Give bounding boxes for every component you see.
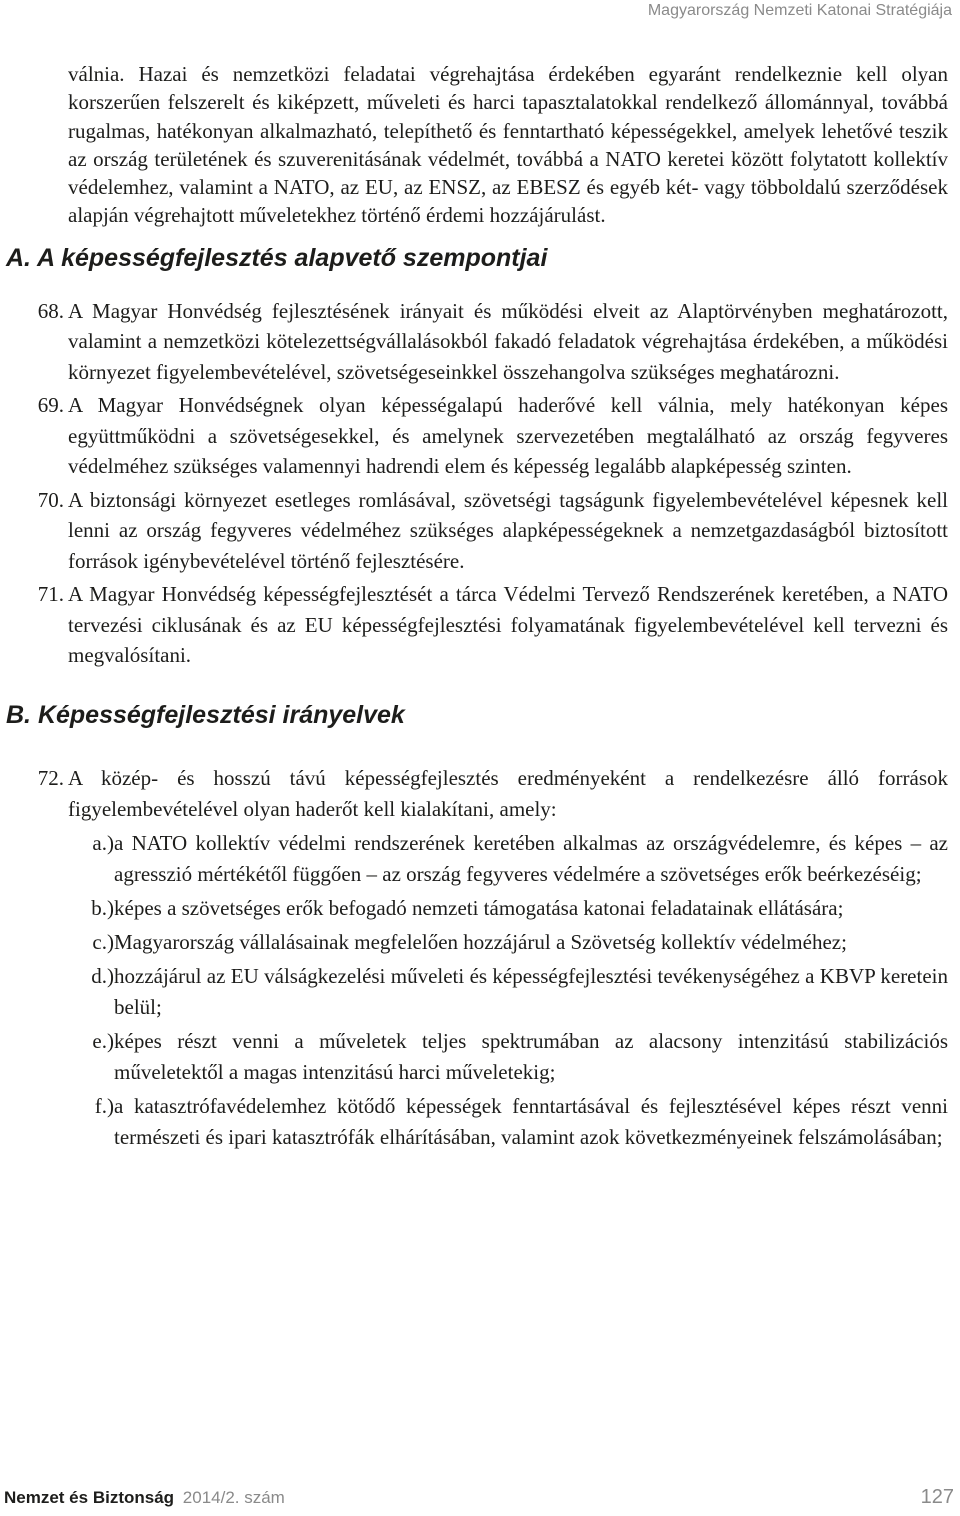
sub-list — [68, 828, 948, 1153]
intro-paragraph: válnia. Hazai és nemzetközi feladatai végrehajtása érdekében egyaránt rendelkeznie kell olyan korszerűen felszerelt és kiképzett, műveleti és harci tapasztalatokkal rendelkező állománnyal, továbbá rugalmas, hatékonyan alkalmazható, telepíthető és fenntartható képességekkel, amelyek lehetővé teszik az ország területének és szuverenitásának védelmét, továbbá a NATO keretei között folytatott kollektív védelemhez, valamint a NATO, az EU, az ENSZ, az EBESZ és egyéb két- vagy többoldalú szerződések alapján végrehajtott műveletekhez történő érdemi hozzájárulást. — [68, 62, 948, 228]
sub-list-item — [68, 961, 948, 1023]
sub-item-text: a katasztrófavédelemhez kötődő képességek fenntartásával és fejlesztésével képes részt venni természeti és ipari katasztrófák elhárításában, valamint azok következményeinek felszámolásában; — [114, 1093, 948, 1149]
sub-item-text: Magyarország vállalásainak megfelelően hozzájárul a Szövetség kollektív védelméhez; — [114, 929, 847, 954]
sub-list-item — [68, 927, 948, 958]
section-b-list — [37, 763, 948, 1153]
page-number: 127 — [920, 1486, 954, 1508]
sub-item-label: a.) — [92, 830, 114, 855]
section-b-heading: B. Képességfejlesztési irányelvek — [6, 700, 405, 729]
sub-list-item — [68, 893, 948, 924]
list-item — [37, 763, 948, 825]
sub-list-item — [68, 1026, 948, 1088]
item-number: 68. — [37, 298, 64, 323]
sub-list-item — [68, 1091, 948, 1153]
item-text: A Magyar Honvédség képességfejlesztését a tárca Védelmi Tervező Rendszerének keretében, a NATO tervezési ciklusának és az EU képességfejlesztési folyamatának figyelembevételével kell tervezni és megvalósítani. — [68, 582, 948, 668]
page-footer — [4, 1488, 954, 1512]
sub-item-text: képes részt venni a műveletek teljes spektrumában az alacsony intenzitású stabilizációs műveletektől a magas intenzitású harci műveletekig; — [114, 1028, 948, 1084]
item-text: A biztonsági környezet esetleges romlásával, szövetségi tagságunk figyelembevételével képesnek kell lenni az ország fegyveres védelméhez szükséges alapképességeknek a nemzetgazdaságból biztosított források igénybevételével történő fejlesztésére. — [68, 487, 948, 573]
list-item — [37, 296, 948, 388]
item-text: A Magyar Honvédségnek olyan képességalapú haderővé kell válnia, mely hatékonyan képes együttműködni a szövetségesekkel, és amelynek szervezetében megtalálható az ország fegyveres védelméhez szükséges valamennyi hadrendi elem és képesség legalább alapképesség szinten. — [68, 393, 948, 479]
sub-item-label: e.) — [92, 1028, 114, 1053]
section-a-heading: A. A képességfejlesztés alapvető szempontjai — [6, 243, 548, 272]
item-number: 69. — [37, 393, 64, 418]
page-content — [6, 60, 948, 1156]
item-number: 70. — [37, 487, 64, 512]
journal-name: Nemzet és Biztonság — [4, 1488, 175, 1507]
item-text: A Magyar Honvédség fejlesztésének irányait és működési elveit az Alaptörvényben meghatározott, valamint a nemzetközi kötelezettségvállalásokból fakadó feladatok végrehajtása érdekében, a működési környezet figyelembevételével, szövetségeseinkkel összehangolva szükséges meghatározni. — [68, 298, 948, 384]
issue-number: 2014/2. szám — [182, 1488, 285, 1507]
sub-item-text: hozzájárul az EU válságkezelési műveleti és képességfejlesztési tevékenységéhez a KBVP keretein belül; — [114, 963, 948, 1019]
item-number: 71. — [37, 582, 64, 607]
sub-item-label: b.) — [91, 895, 114, 920]
sub-item-label: c.) — [92, 929, 114, 954]
sub-item-text: képes a szövetséges erők befogadó nemzeti támogatása katonai feladatainak ellátására; — [114, 895, 844, 920]
list-item — [37, 390, 948, 482]
list-item — [37, 485, 948, 577]
sub-list-item — [68, 828, 948, 890]
sub-item-label: d.) — [91, 963, 114, 988]
sub-item-label: f.) — [94, 1093, 114, 1118]
section-a-list — [37, 296, 948, 671]
list-item — [37, 579, 948, 671]
item-number: 72. — [37, 765, 64, 790]
item-text: A közép- és hosszú távú képességfejlesztés eredményeként a rendelkezésre álló források figyelembevételével olyan haderőt kell kialakítani, amely: — [68, 765, 948, 821]
running-header: Magyarország Nemzeti Katonai Stratégiája — [647, 2, 952, 19]
sub-item-text: a NATO kollektív védelmi rendszerének keretében alkalmas az országvédelemre, és képes – az agresszió mértékétől függően – az ország fegyveres védelmére a szövetséges erők beérkezéséig; — [114, 830, 948, 886]
